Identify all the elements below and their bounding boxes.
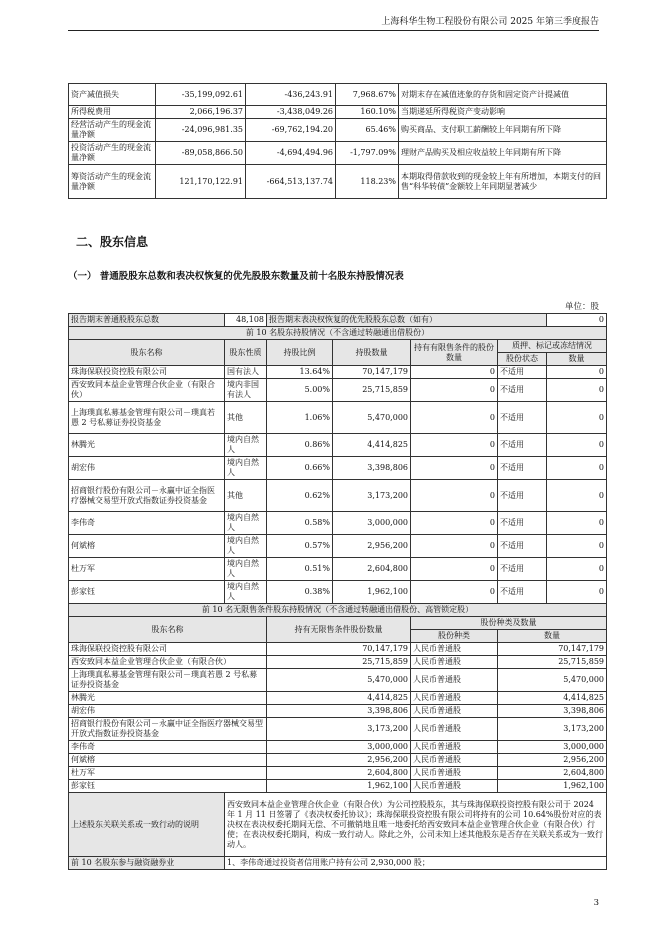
holder-nature: 境内自然人 — [225, 535, 267, 558]
restricted-qty: 0 — [411, 402, 498, 434]
top10-row — [69, 535, 607, 558]
col-u-count: 数量 — [498, 630, 607, 643]
fin-reason: 理财产品购买及相应收益较上年同期有所下降 — [399, 142, 607, 165]
holding-qty: 2,956,200 — [333, 535, 411, 558]
holder-nature: 境内自然人 — [225, 512, 267, 535]
u-qty: 2,956,200 — [267, 754, 411, 767]
unrestricted-row — [69, 656, 607, 669]
holding-ratio: 0.62% — [267, 480, 333, 512]
u-kind: 人民币普通股 — [411, 780, 498, 793]
holder-name: 招商银行股份有限公司－永赢中证全指医疗器械交易型开放式指数证券投资基金 — [69, 480, 225, 512]
total-holders-value: 48,108 — [225, 314, 267, 327]
fin-item: 经营活动产生的现金流量净额 — [69, 119, 156, 142]
pledge-count: 0 — [547, 402, 607, 434]
share-status: 不适用 — [498, 434, 547, 457]
holder-nature: 境内自然人 — [225, 558, 267, 581]
unrestricted-row — [69, 780, 607, 793]
u-qty: 3,398,806 — [267, 705, 411, 718]
u-kind: 人民币普通股 — [411, 692, 498, 705]
u-kind: 人民币普通股 — [411, 754, 498, 767]
share-status: 不适用 — [498, 480, 547, 512]
fin-reason: 当期递延所得税资产变动影响 — [399, 106, 607, 119]
col-holding-ratio: 持股比例 — [267, 340, 333, 366]
u-kind: 人民币普通股 — [411, 669, 498, 692]
holder-name: 李伟奇 — [69, 512, 225, 535]
u-kind: 人民币普通股 — [411, 705, 498, 718]
restricted-qty: 0 — [411, 379, 498, 402]
col-u-holder-name: 股东名称 — [69, 617, 267, 643]
relation-label: 上述股东关联关系或一致行动的说明 — [69, 793, 225, 857]
u-qty: 1,962,100 — [267, 780, 411, 793]
restricted-qty: 0 — [411, 512, 498, 535]
fin-current: -89,058,866.50 — [156, 142, 246, 165]
holder-name: 胡宏伟 — [69, 457, 225, 480]
unrestricted-row — [69, 718, 607, 741]
holding-ratio: 0.38% — [267, 581, 333, 604]
financial-change-table — [68, 83, 607, 199]
u-count: 3,173,200 — [498, 718, 607, 741]
header-rule — [68, 30, 599, 31]
top10-row — [69, 581, 607, 604]
restricted-qty: 0 — [411, 480, 498, 512]
u-kind: 人民币普通股 — [411, 767, 498, 780]
holding-qty: 5,470,000 — [333, 402, 411, 434]
share-status: 不适用 — [498, 535, 547, 558]
fin-current: -35,199,092.61 — [156, 84, 246, 106]
pref-holders-value: 0 — [547, 314, 607, 327]
unrestricted-row — [69, 754, 607, 767]
u-count: 2,604,800 — [498, 767, 607, 780]
u-holder-name: 胡宏伟 — [69, 705, 267, 718]
holding-ratio: 13.64% — [267, 366, 333, 379]
col-pledge-count: 数量 — [547, 353, 607, 366]
holder-nature: 境内自然人 — [225, 434, 267, 457]
holder-name: 林腾光 — [69, 434, 225, 457]
fin-prior: -436,243.91 — [246, 84, 336, 106]
share-status: 不适用 — [498, 558, 547, 581]
holding-ratio: 0.57% — [267, 535, 333, 558]
holder-nature: 境内自然人 — [225, 457, 267, 480]
top10-row — [69, 366, 607, 379]
holder-name: 何斌榕 — [69, 535, 225, 558]
pledge-count: 0 — [547, 512, 607, 535]
pledge-count: 0 — [547, 535, 607, 558]
fin-reason: 对期末存在减值迹象的存货和固定资产计提减值 — [399, 84, 607, 106]
top10-row — [69, 512, 607, 535]
unit-label: 单位：股 — [564, 302, 599, 312]
holder-nature: 其他 — [225, 402, 267, 434]
unrestricted-row — [69, 767, 607, 780]
col-pledge-group: 质押、标记或冻结情况 — [498, 340, 607, 353]
holder-name: 彭家钰 — [69, 581, 225, 604]
top10-row — [69, 457, 607, 480]
col-holder-nature: 股东性质 — [225, 340, 267, 366]
pledge-count: 0 — [547, 434, 607, 457]
top10-title: 前 10 名股东持股情况（不含通过转融通出借股份） — [69, 327, 607, 340]
holding-ratio: 1.06% — [267, 402, 333, 434]
shareholder-table — [68, 313, 607, 870]
page-number: 3 — [593, 898, 599, 908]
top10-row — [69, 558, 607, 581]
u-qty: 4,414,825 — [267, 692, 411, 705]
pledge-count: 0 — [547, 480, 607, 512]
restricted-qty: 0 — [411, 366, 498, 379]
relation-row — [69, 793, 607, 857]
pledge-count: 0 — [547, 366, 607, 379]
share-status: 不适用 — [498, 366, 547, 379]
margin-row — [69, 857, 607, 870]
holder-name: 上海璞真私募基金管理有限公司－璞真若愚 2 号私募证券投资基金 — [69, 402, 225, 434]
holding-qty: 3,173,200 — [333, 480, 411, 512]
fin-change: 160.10% — [336, 106, 399, 119]
share-status: 不适用 — [498, 379, 547, 402]
u-qty: 3,000,000 — [267, 741, 411, 754]
relation-text: 西安致同本益企业管理合伙企业（有限合伙）为公司控股股东，其与珠海保联投资控股有限公司于 2024 年 1 月 11 日签署了《表决权委托协议》；珠海保联投资控股有限公司将持有的公司 10.64%股份对应的表决权在表决权委托期间无偿、不可撤销地且唯一地委托给西安致同本益企业管理合伙企业（有限合伙）行使；在表决权委托期间，构成一致行动人。除此之外，公司未知上述其他股东是否存在关联关系或为一致行动人。 — [225, 793, 607, 857]
fin-prior: -664,513,137.74 — [246, 165, 336, 199]
u-count: 3,000,000 — [498, 741, 607, 754]
holder-nature: 境内自然人 — [225, 581, 267, 604]
u-count: 3,398,806 — [498, 705, 607, 718]
share-status: 不适用 — [498, 512, 547, 535]
u-kind: 人民币普通股 — [411, 656, 498, 669]
restricted-qty: 0 — [411, 581, 498, 604]
holding-qty: 3,398,806 — [333, 457, 411, 480]
col-u-qty: 持有无限售条件股份数量 — [267, 617, 411, 643]
fin-row — [69, 119, 607, 142]
u-holder-name: 珠海保联投资控股有限公司 — [69, 643, 267, 656]
col-u-kind: 股份种类 — [411, 630, 498, 643]
top10-row — [69, 379, 607, 402]
u-holder-name: 杜万军 — [69, 767, 267, 780]
fin-row — [69, 106, 607, 119]
u-count: 5,470,000 — [498, 669, 607, 692]
holding-qty: 3,000,000 — [333, 512, 411, 535]
u-holder-name: 招商银行股份有限公司－永赢中证全指医疗器械交易型开放式指数证券投资基金 — [69, 718, 267, 741]
fin-current: -24,096,981.35 — [156, 119, 246, 142]
u-count: 1,962,100 — [498, 780, 607, 793]
page-header: 上海科华生物工程股份有限公司 2025 年第三季度报告 — [381, 17, 599, 27]
restricted-qty: 0 — [411, 434, 498, 457]
fin-prior: -4,694,494.96 — [246, 142, 336, 165]
fin-item: 所得税费用 — [69, 106, 156, 119]
fin-prior: -69,762,194.20 — [246, 119, 336, 142]
holding-qty: 25,715,859 — [333, 379, 411, 402]
col-holding-qty: 持股数量 — [333, 340, 411, 366]
u-qty: 3,173,200 — [267, 718, 411, 741]
holding-ratio: 0.51% — [267, 558, 333, 581]
fin-change: 7,968.67% — [336, 84, 399, 106]
margin-label: 前 10 名股东参与融资融券业 — [69, 857, 225, 870]
fin-reason: 购买商品、支付职工薪酬较上年同期有所下降 — [399, 119, 607, 142]
holding-qty: 4,414,825 — [333, 434, 411, 457]
restricted-qty: 0 — [411, 457, 498, 480]
holding-ratio: 0.86% — [267, 434, 333, 457]
pledge-count: 0 — [547, 457, 607, 480]
holding-qty: 2,604,800 — [333, 558, 411, 581]
holder-nature: 境内非国有法人 — [225, 379, 267, 402]
col-restricted-qty: 持有有限售条件的股份数量 — [411, 340, 498, 366]
fin-item: 投资活动产生的现金流量净额 — [69, 142, 156, 165]
holding-qty: 70,147,179 — [333, 366, 411, 379]
unrestricted-row — [69, 705, 607, 718]
share-status: 不适用 — [498, 402, 547, 434]
top10-row — [69, 434, 607, 457]
holding-ratio: 0.58% — [267, 512, 333, 535]
pref-holders-label: 报告期末表决权恢复的优先股股东总数（如有） — [267, 314, 547, 327]
fin-prior: -3,438,049.26 — [246, 106, 336, 119]
col-holder-name: 股东名称 — [69, 340, 225, 366]
u-kind: 人民币普通股 — [411, 643, 498, 656]
top10-row — [69, 480, 607, 512]
pledge-count: 0 — [547, 379, 607, 402]
total-holders-label: 报告期末普通股股东总数 — [69, 314, 225, 327]
col-share-status: 股份状态 — [498, 353, 547, 366]
margin-text: 1、李伟奇通过投资者信用账户持有公司 2,930,000 股； — [225, 857, 607, 870]
pledge-count: 0 — [547, 558, 607, 581]
share-status: 不适用 — [498, 581, 547, 604]
u-qty: 2,604,800 — [267, 767, 411, 780]
holder-name: 杜万军 — [69, 558, 225, 581]
holding-ratio: 0.66% — [267, 457, 333, 480]
subsection-title: （一） 普通股股东总数和表决权恢复的优先股股东数量及前十名股东持股情况表 — [68, 271, 404, 282]
fin-change: -1,797.09% — [336, 142, 399, 165]
unrestricted-row — [69, 643, 607, 656]
u-qty: 5,470,000 — [267, 669, 411, 692]
section-title: 二、股东信息 — [76, 235, 149, 249]
holding-qty: 1,962,100 — [333, 581, 411, 604]
u-holder-name: 上海璞真私募基金管理有限公司－璞真若愚 2 号私募证券投资基金 — [69, 669, 267, 692]
fin-row — [69, 84, 607, 106]
unrestricted-title: 前 10 名无限售条件股东持股情况（不含通过转融通出借股份、高管锁定股） — [69, 604, 607, 617]
fin-current: 121,170,122.91 — [156, 165, 246, 199]
holder-nature: 国有法人 — [225, 366, 267, 379]
restricted-qty: 0 — [411, 558, 498, 581]
u-count: 2,956,200 — [498, 754, 607, 767]
top10-row — [69, 402, 607, 434]
u-holder-name: 李伟奇 — [69, 741, 267, 754]
unrestricted-row — [69, 669, 607, 692]
unrestricted-row — [69, 741, 607, 754]
holder-nature: 其他 — [225, 480, 267, 512]
u-holder-name: 林腾光 — [69, 692, 267, 705]
u-qty: 70,147,179 — [267, 643, 411, 656]
u-holder-name: 彭家钰 — [69, 780, 267, 793]
u-qty: 25,715,859 — [267, 656, 411, 669]
fin-row — [69, 142, 607, 165]
fin-item: 资产减值损失 — [69, 84, 156, 106]
u-count: 4,414,825 — [498, 692, 607, 705]
fin-current: 2,066,196.37 — [156, 106, 246, 119]
col-u-kind-group: 股份种类及数量 — [411, 617, 607, 630]
u-kind: 人民币普通股 — [411, 718, 498, 741]
fin-row — [69, 165, 607, 199]
fin-change: 118.23% — [336, 165, 399, 199]
fin-change: 65.46% — [336, 119, 399, 142]
pledge-count: 0 — [547, 581, 607, 604]
fin-item: 筹资活动产生的现金流量净额 — [69, 165, 156, 199]
unrestricted-row — [69, 692, 607, 705]
u-holder-name: 西安致同本益企业管理合伙企业（有限合伙） — [69, 656, 267, 669]
holder-name: 珠海保联投资控股有限公司 — [69, 366, 225, 379]
u-count: 70,147,179 — [498, 643, 607, 656]
u-count: 25,715,859 — [498, 656, 607, 669]
u-kind: 人民币普通股 — [411, 741, 498, 754]
holder-name: 西安致同本益企业管理合伙企业（有限合伙） — [69, 379, 225, 402]
holding-ratio: 5.00% — [267, 379, 333, 402]
fin-reason: 本期取得借款收到的现金较上年有所增加，本期支付的回售“科华转债”金额较上年同期显著减少 — [399, 165, 607, 199]
share-status: 不适用 — [498, 457, 547, 480]
restricted-qty: 0 — [411, 535, 498, 558]
u-holder-name: 何斌榕 — [69, 754, 267, 767]
